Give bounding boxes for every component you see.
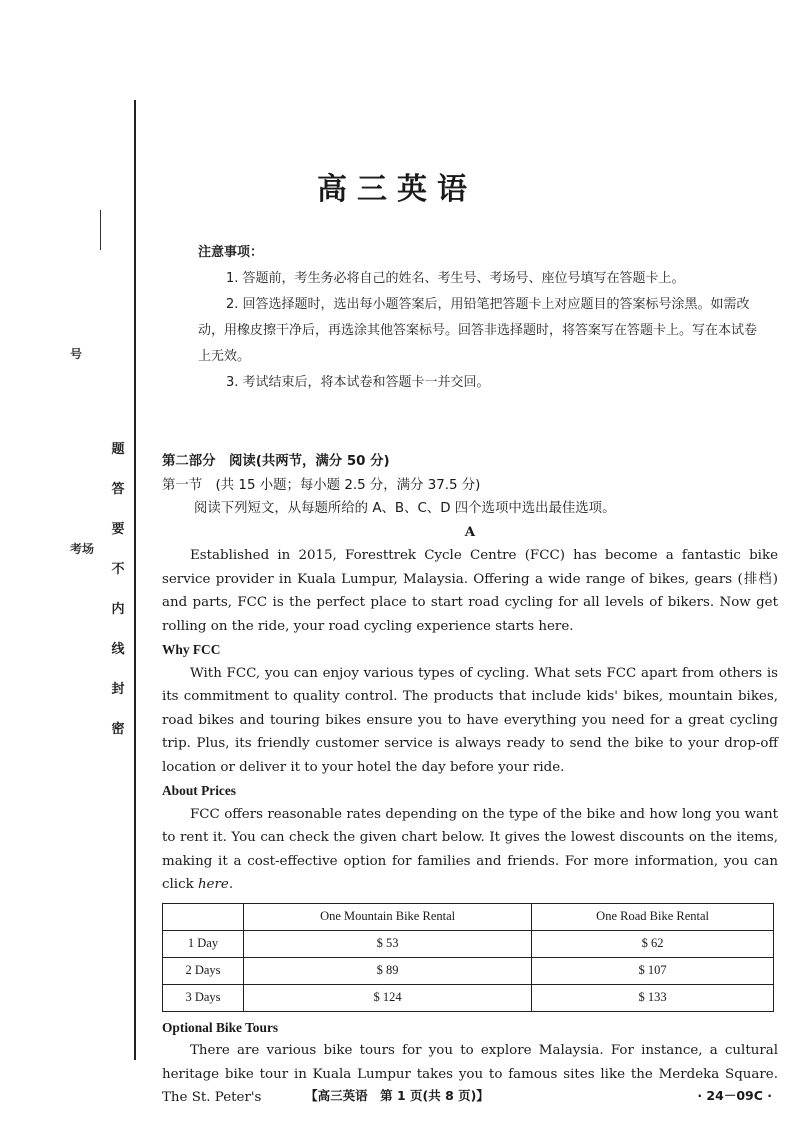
binding-label-number: 号	[70, 347, 83, 361]
subheading-prices: About Prices	[162, 783, 237, 798]
table-cell: $ 62	[532, 930, 774, 957]
table-cell: 2 Days	[163, 957, 244, 984]
table-cell: $ 124	[244, 984, 532, 1011]
binding-char: 答	[111, 482, 125, 497]
notes-heading: 注意事项：	[198, 245, 264, 260]
rental-price-table	[162, 903, 774, 1012]
subheading-tours: Optional Bike Tours	[162, 1019, 279, 1035]
notes-item: 1. 答题前，考生务必将自己的姓名、考生号、考场号、座位号填写在答题卡上。	[226, 271, 685, 286]
table-cell: $ 133	[532, 984, 774, 1011]
binding-char: 内	[111, 602, 125, 617]
binding-char: 密	[111, 722, 125, 737]
table-row	[163, 930, 774, 957]
table-cell: $ 107	[532, 957, 774, 984]
passage-label: A	[464, 523, 476, 540]
binding-char: 题	[111, 442, 125, 457]
table-header-cell	[163, 903, 244, 930]
passage-paragraph: Established in 2015, Foresttrek Cycle Centre (FCC) has become a fantastic bike service provider in Kuala Lumpur, Malaysia. Offering a wide range of bikes, gears (排档) and parts, FCC is the perfect place to start road cycling for all levels of bikers. Now get rolling on the ride, your road cycling experience starts here.	[162, 548, 778, 634]
binding-char: 线	[111, 642, 125, 657]
exam-notes	[198, 240, 758, 396]
here-link[interactable]: here	[197, 877, 229, 892]
table-cell: 3 Days	[163, 984, 244, 1011]
table-header-row	[163, 903, 774, 930]
page-footer: 【高三英语 第 1 页(共 8 页)】	[305, 1088, 489, 1103]
table-cell: $ 53	[244, 930, 532, 957]
table-cell: 1 Day	[163, 930, 244, 957]
table-header-cell: One Mountain Bike Rental	[244, 903, 532, 930]
passage-paragraph: There are various bike tours for you to explore Malaysia. For instance, a cultural heritage bike tour in Kuala Lumpur takes you to famous sites like the Merdeka Square. The St. Peter's	[162, 1043, 778, 1105]
binding-label-room: 考场	[70, 542, 95, 556]
section-heading: 第一节 (共 15 小题；每小题 2.5 分，满分 37.5 分)	[162, 477, 481, 493]
exam-code: · 24－09C ·	[697, 1088, 772, 1103]
instruction-text: 阅读下列短文，从每题所给的 A、B、C、D 四个选项中选出最佳选项。	[194, 501, 616, 516]
binding-char: 封	[111, 682, 125, 697]
reading-section	[162, 450, 778, 1110]
binding-warning	[108, 430, 128, 750]
table-header-cell: One Road Bike Rental	[532, 903, 774, 930]
table-row	[163, 957, 774, 984]
notes-item: 2. 回答选择题时，选出每小题答案后，用铅笔把答题卡上对应题目的答案标号涂黑。如需改动，用橡皮擦干净后，再选涂其他答案标号。回答非选择题时，将答案写在答题卡上。写在本试卷上无效。	[198, 297, 758, 364]
paragraph-end: .	[228, 877, 234, 892]
passage-paragraph: With FCC, you can enjoy various types of cycling. What sets FCC apart from others is its commitment to quality control. The products that include kids' bikes, mountain bikes, road bikes and touring bikes ensure you to have everything you need for a great cycling trip. Plus, its friendly customer service is always ready to send the bike to your drop-off location or deliver it to your hotel the day before your ride.	[162, 665, 778, 775]
binding-line	[134, 100, 136, 1060]
page-title: 高三英语	[317, 172, 477, 207]
binding-tick	[100, 210, 101, 250]
binding-char: 不	[111, 562, 125, 577]
table-row	[163, 984, 774, 1011]
passage-paragraph	[162, 803, 778, 897]
notes-item: 3. 考试结束后，将本试卷和答题卡一并交回。	[226, 375, 490, 390]
subheading-why: Why FCC	[162, 642, 221, 657]
binding-char: 要	[111, 522, 125, 537]
part-heading: 第二部分 阅读(共两节，满分 50 分)	[162, 454, 390, 469]
table-cell: $ 89	[244, 957, 532, 984]
paragraph-text: FCC offers reasonable rates depending on the type of the bike and how long you want to rent it. You can check the given chart below. It gives the lowest discounts on the items, making it a cost-effective option for families and friends. For more information, you can click	[162, 806, 778, 892]
